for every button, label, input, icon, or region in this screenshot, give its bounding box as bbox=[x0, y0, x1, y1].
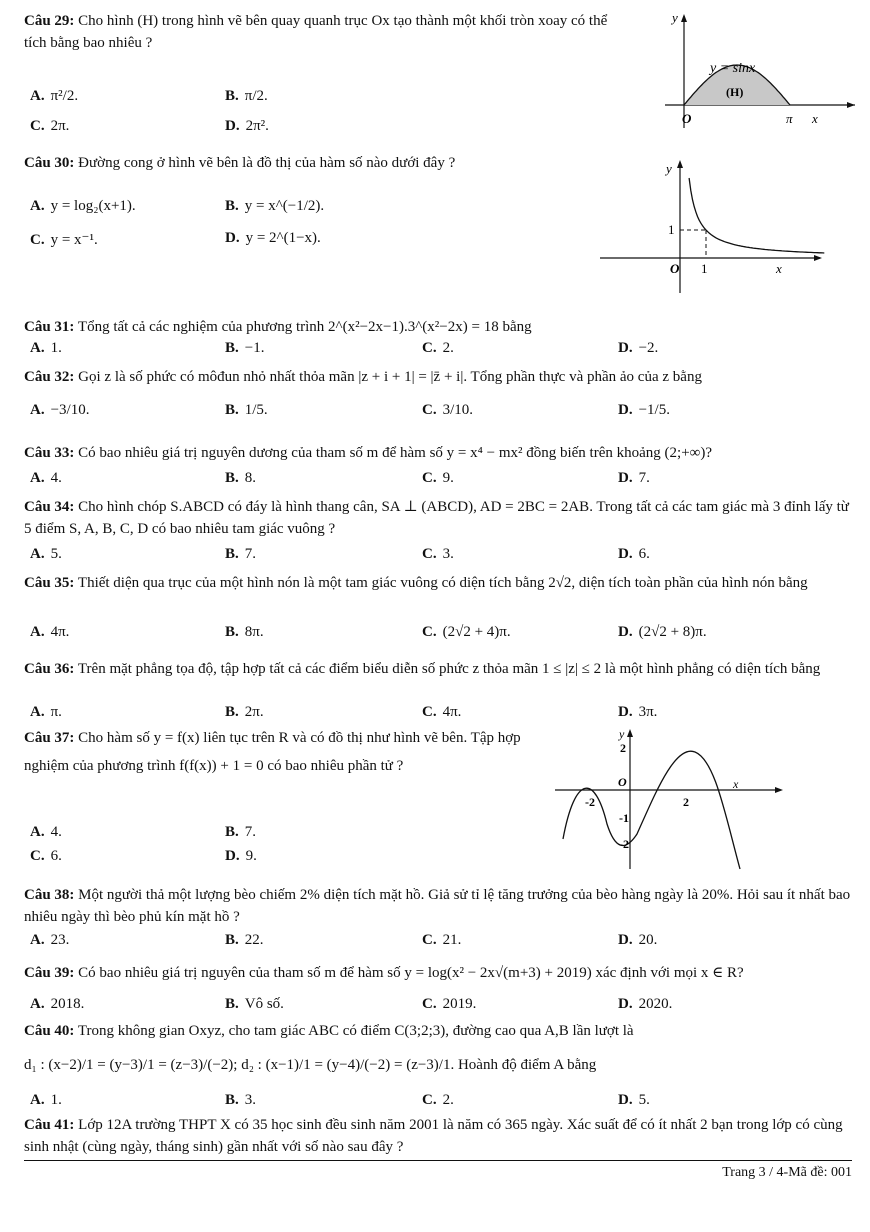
tick-minus2-x: -2 bbox=[585, 795, 595, 809]
option-a[interactable]: A. π²/2. bbox=[30, 88, 79, 104]
option-a[interactable]: A. 4. bbox=[30, 470, 62, 486]
question-text: Trên mặt phẳng tọa độ, tập hợp tất cả các điểm biểu diễn số phức z thỏa mãn 1 ≤ |z| ≤ 2 là một hình phẳng có diện tích bằng bbox=[77, 661, 821, 677]
option-d[interactable]: D. (2√2 + 8)π. bbox=[618, 624, 707, 640]
origin-label: O bbox=[682, 111, 692, 126]
option-d[interactable]: D. −2. bbox=[618, 340, 659, 356]
option-b[interactable]: B. 2π. bbox=[225, 704, 264, 720]
option-d[interactable]: D. 6. bbox=[618, 546, 650, 562]
option-b[interactable]: B. 8. bbox=[225, 470, 257, 486]
option-c[interactable]: C. 9. bbox=[422, 470, 454, 486]
option-c[interactable]: C. 2019. bbox=[422, 996, 477, 1012]
option-c[interactable]: C. 6. bbox=[30, 848, 62, 864]
y-label: y bbox=[619, 727, 625, 741]
option-a[interactable]: A. 5. bbox=[30, 546, 62, 562]
pi-label: π bbox=[786, 111, 793, 126]
question-33 bbox=[24, 442, 852, 464]
question-34 bbox=[24, 496, 852, 540]
question-label: Câu 33: bbox=[24, 445, 75, 461]
question-38 bbox=[24, 884, 852, 928]
option-a[interactable]: A. 2018. bbox=[30, 996, 85, 1012]
question-label: Câu 36: bbox=[24, 661, 75, 677]
question-label: Câu 34: bbox=[24, 499, 75, 515]
question-39 bbox=[24, 962, 852, 984]
y-label: y bbox=[672, 10, 678, 25]
option-d[interactable]: D. 2020. bbox=[618, 996, 673, 1012]
question-label: Câu 41: bbox=[24, 1117, 75, 1133]
option-b[interactable]: B. 1/5. bbox=[225, 402, 268, 418]
region-label: (H) bbox=[726, 85, 744, 99]
question-text: Lớp 12A trường THPT X có 35 học sinh đều sinh năm 2001 là năm có 365 ngày. Xác suất để có ít nhất 2 bạn trong lớp có cùng sinh nhật (cùng ngày, tháng sinh) gần nhất với số nào sau đây ? bbox=[24, 1117, 843, 1155]
question-text: Cho hàm số y = f(x) liên tục trên R và có đồ thị như hình vẽ bên. Tập hợp nghiệm của phương trình f(f(x)) + 1 = 0 có bao nhiêu phần tử ? bbox=[24, 730, 521, 774]
question-text: Cho hình chóp S.ABCD có đáy là hình thang cân, SA ⊥ (ABCD), AD = 2BC = 2AB. Trong tất cả các tam giác mà 3 đỉnh lấy từ 5 điểm S, A, B, C, D có bao nhiêu tam giác vuông ? bbox=[24, 499, 849, 537]
question-label: Câu 31: bbox=[24, 319, 75, 335]
tick-2-y: 2 bbox=[620, 741, 626, 755]
option-a[interactable]: A. −3/10. bbox=[30, 402, 90, 418]
option-b[interactable]: B. 7. bbox=[225, 824, 257, 840]
question-text: Đường cong ở hình vẽ bên là đồ thị của hàm số nào dưới đây ? bbox=[78, 155, 456, 171]
curve-label: y = sinx bbox=[710, 61, 756, 76]
question-label: Câu 32: bbox=[24, 369, 75, 385]
option-d[interactable]: D. 9. bbox=[225, 848, 257, 864]
page-footer bbox=[24, 1160, 852, 1180]
option-d[interactable]: D. 7. bbox=[618, 470, 650, 486]
x-label: x bbox=[776, 261, 782, 276]
question-36 bbox=[24, 658, 852, 680]
option-b[interactable]: B. 8π. bbox=[225, 624, 264, 640]
option-c[interactable]: C. 4π. bbox=[422, 704, 462, 720]
question-label: Câu 37: bbox=[24, 730, 75, 746]
tick-2-x: 2 bbox=[683, 795, 689, 809]
tick-minus1-y: -1 bbox=[619, 811, 629, 825]
option-b[interactable]: B. 22. bbox=[225, 932, 264, 948]
x-label: x bbox=[733, 777, 739, 791]
option-a[interactable]: A. 1. bbox=[30, 340, 62, 356]
question-text: Gọi z là số phức có môđun nhỏ nhất thỏa mãn |z + i + 1| = |z̄ + i|. Tổng phần thực và phần ảo của z bằng bbox=[78, 369, 702, 385]
option-a[interactable]: A. y = log₂(x+1). bbox=[30, 198, 136, 214]
question-31 bbox=[24, 316, 852, 338]
question-text: Một người thả một lượng bèo chiếm 2% diện tích mặt hồ. Giả sử tỉ lệ tăng trưởng của bèo hàng ngày là 20%. Hỏi sau ít nhất bao nhiêu ngày thì bèo phủ kín mặt hồ ? bbox=[24, 887, 851, 925]
question-text: Có bao nhiêu giá trị nguyên dương của tham số m để hàm số y = x⁴ − mx² đồng biến trên khoảng (2;+∞)? bbox=[78, 445, 713, 461]
question-label: Câu 29: bbox=[24, 13, 75, 29]
option-d[interactable]: D. 3π. bbox=[618, 704, 658, 720]
question-text: Có bao nhiêu giá trị nguyên của tham số m để hàm số y = log(x² − 2x√(m+3) + 2019) xác định với mọi x ∈ R? bbox=[78, 965, 744, 981]
option-c[interactable]: C. y = x⁻¹. bbox=[30, 232, 98, 248]
figure-cubic bbox=[555, 724, 790, 874]
question-text-line2: d₁ : (x−2)/1 = (y−3)/1 = (z−3)/(−2); d₂ : (x−1)/1 = (y−4)/(−2) = (z−3)/1. Hoành độ điểm A bằng bbox=[24, 1057, 597, 1073]
question-40-lines bbox=[24, 1054, 852, 1076]
option-a[interactable]: A. 23. bbox=[30, 932, 70, 948]
option-c[interactable]: C. 2. bbox=[422, 340, 454, 356]
question-37 bbox=[24, 724, 544, 780]
option-b[interactable]: B. 3. bbox=[225, 1092, 257, 1108]
question-label: Câu 35: bbox=[24, 575, 75, 591]
question-35 bbox=[24, 572, 852, 594]
x-label: x bbox=[812, 111, 818, 126]
option-d[interactable]: D. −1/5. bbox=[618, 402, 670, 418]
question-text: Thiết diện qua trục của một hình nón là một tam giác vuông có diện tích bằng 2√2, diện tích toàn phần của hình nón bằng bbox=[77, 575, 808, 591]
option-a[interactable]: A. 4. bbox=[30, 824, 62, 840]
y-label: y bbox=[666, 161, 672, 176]
option-c[interactable]: C. 3. bbox=[422, 546, 454, 562]
option-a[interactable]: A. 1. bbox=[30, 1092, 62, 1108]
option-c[interactable]: C. 21. bbox=[422, 932, 462, 948]
question-32 bbox=[24, 366, 852, 388]
option-c[interactable]: C. 2π. bbox=[30, 118, 70, 134]
tick-1-x: 1 bbox=[701, 261, 708, 276]
question-text: Tổng tất cả các nghiệm của phương trình 2^(x²−2x−1).3^(x²−2x) = 18 bằng bbox=[77, 319, 532, 335]
option-b[interactable]: B. 7. bbox=[225, 546, 257, 562]
question-text: Cho hình (H) trong hình vẽ bên quay quanh trục Ox tạo thành một khối tròn xoay có thể tích bằng bao nhiêu ? bbox=[24, 13, 608, 51]
option-d[interactable]: D. 5. bbox=[618, 1092, 650, 1108]
tick-1-y: 1 bbox=[668, 222, 675, 237]
option-c[interactable]: C. 3/10. bbox=[422, 402, 474, 418]
figure-reciprocal bbox=[600, 155, 830, 295]
question-40 bbox=[24, 1020, 852, 1042]
question-label: Câu 40: bbox=[24, 1023, 75, 1039]
option-d[interactable]: D. 2π². bbox=[225, 118, 269, 134]
origin-label: O bbox=[618, 775, 627, 789]
question-label: Câu 30: bbox=[24, 155, 75, 171]
question-30 bbox=[24, 152, 624, 174]
option-b[interactable]: B. π/2. bbox=[225, 88, 268, 104]
footer-text: Trang 3 / 4-Mã đề: 001 bbox=[722, 1165, 852, 1180]
option-a[interactable]: A. 4π. bbox=[30, 624, 70, 640]
option-a[interactable]: A. π. bbox=[30, 704, 62, 720]
question-label: Câu 38: bbox=[24, 887, 75, 903]
question-label: Câu 39: bbox=[24, 965, 75, 981]
question-29 bbox=[24, 10, 624, 54]
origin-label: O bbox=[670, 261, 680, 276]
option-b[interactable]: B. −1. bbox=[225, 340, 265, 356]
tick-minus2-y: -2 bbox=[619, 837, 629, 851]
question-text: Trong không gian Oxyz, cho tam giác ABC có điểm C(3;2;3), đường cao qua A,B lần lượt là bbox=[77, 1023, 634, 1039]
option-d[interactable]: D. 20. bbox=[618, 932, 658, 948]
option-d[interactable]: D. y = 2^(1−x). bbox=[225, 230, 321, 246]
question-41 bbox=[24, 1114, 852, 1158]
option-b[interactable]: B. y = x^(−1/2). bbox=[225, 198, 325, 214]
option-b[interactable]: B. Vô số. bbox=[225, 996, 284, 1012]
figure-sinx bbox=[660, 10, 860, 135]
option-c[interactable]: C. (2√2 + 4)π. bbox=[422, 624, 511, 640]
option-c[interactable]: C. 2. bbox=[422, 1092, 454, 1108]
